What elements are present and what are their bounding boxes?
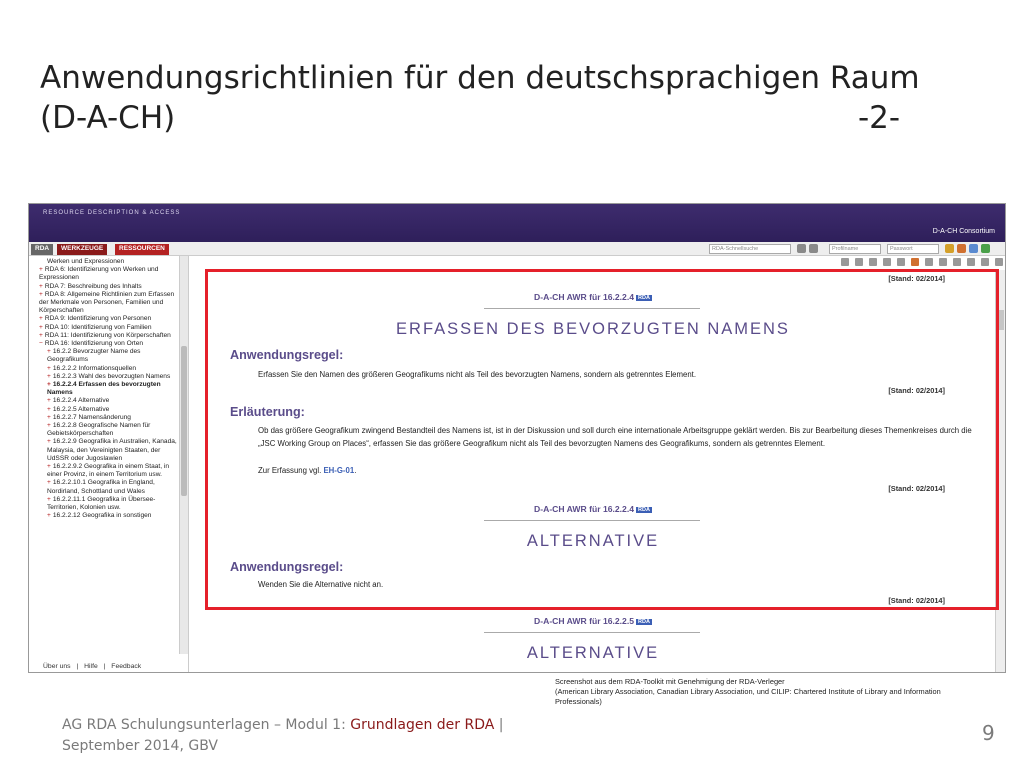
toc-item[interactable]: [33, 291, 179, 316]
toc-item-label[interactable]: 16.2.2.9 Geografika in Australien, Kanada, Malaysia, den Vereinigten Staaten, der UdSSR oder Jugoslawien: [47, 438, 177, 462]
regel-text: Wenden Sie die Alternative nicht an.: [258, 580, 384, 589]
expand-icon[interactable]: +: [47, 413, 51, 421]
save-icon[interactable]: [981, 258, 989, 266]
sidebar-scrollbar[interactable]: [179, 256, 188, 654]
toc-item[interactable]: [33, 463, 179, 479]
toolkit-nav: [29, 242, 1005, 256]
toc-item[interactable]: [33, 373, 179, 381]
consortium-label: D-A-CH Consortium: [932, 228, 995, 235]
zoom-icon[interactable]: [925, 258, 933, 266]
toc-item-label[interactable]: 16.2.2.8 Geografische Namen für Gebietskörperschaften: [47, 422, 151, 438]
expand-icon[interactable]: +: [39, 290, 43, 298]
section-heading: ALTERNATIVE: [526, 532, 660, 550]
erlaeuterung-text: Ob das größere Geografikum zwingend Bestandteil des Namens ist, ist in der Diskussion und soll durch eine internationale Arbeitsgruppe geklärt werden. Bis zur Bearbeitung dieses Themenkreises durch die „JSC Working Group on Places“, erfassen Sie das größere Geografikum nicht als Teil des bevorzugten Namens des Geografikums, sondern als getrenntes Element.: [258, 426, 972, 448]
pen-icon[interactable]: [911, 258, 919, 266]
link-icon[interactable]: [841, 258, 849, 266]
toc-item[interactable]: [33, 348, 179, 364]
toc-item-label[interactable]: Werken und Expressionen: [47, 258, 125, 265]
toc-item-label[interactable]: RDA 16: Identifizierung von Orten: [44, 340, 144, 348]
feedback-link[interactable]: Feedback: [111, 663, 142, 670]
page-icon[interactable]: [953, 258, 961, 266]
expand-icon[interactable]: +: [39, 315, 43, 323]
anwendungsregel-heading: Anwendungsregel:: [230, 560, 344, 574]
stand-date: [Stand: 02/2014]: [888, 596, 945, 605]
footer-separator: |: [494, 717, 504, 733]
collapse-icon[interactable]: −: [39, 340, 43, 348]
expand-icon[interactable]: +: [47, 397, 51, 405]
erlaeuterung-heading: Erläuterung:: [230, 405, 305, 419]
caption-line-1: Screenshot aus dem RDA-Toolkit mit Genehmigung der RDA-Verleger: [555, 677, 785, 686]
toc-item[interactable]: [33, 422, 179, 438]
toc-sidebar: [29, 256, 189, 673]
toolkit-header: [29, 204, 1005, 242]
page-number: 9: [982, 721, 995, 745]
toc-item[interactable]: [33, 365, 179, 373]
rda-badge[interactable]: RDA: [638, 506, 650, 513]
toc-item[interactable]: [33, 340, 179, 348]
anwendungsregel-heading: Anwendungsregel:: [230, 348, 344, 362]
awr-title[interactable]: [191, 616, 995, 626]
print-icon[interactable]: [995, 258, 1003, 266]
toc-item[interactable]: [33, 381, 179, 397]
erfassung-suffix: .: [354, 466, 357, 475]
toc-item-label[interactable]: 16.2.2.9.2 Geografika in einem Staat, in einer Provinz, in einem Territorium usw.: [47, 463, 170, 479]
expand-icon[interactable]: +: [39, 282, 43, 290]
pin-icon[interactable]: [939, 258, 947, 266]
login-icon[interactable]: [945, 244, 954, 253]
expand-icon[interactable]: +: [47, 422, 51, 430]
stand-date: [Stand: 02/2014]: [888, 484, 945, 493]
toc-item-label[interactable]: 16.2.2.4 Erfassen des bevorzugten Namens: [47, 381, 161, 397]
toc-item-label[interactable]: 16.2.2.10.1 Geografika in England, Nordirland, Schottland und Wales: [47, 479, 155, 495]
toc-item-label[interactable]: 16.2.2.4 Alternative: [52, 397, 110, 405]
toc-item[interactable]: [33, 332, 179, 340]
bookmark-icon[interactable]: [855, 258, 863, 266]
footer-date: September 2014, GBV: [62, 738, 218, 754]
toc-item[interactable]: [33, 438, 179, 463]
expand-icon[interactable]: +: [47, 495, 51, 503]
toc-item[interactable]: [33, 324, 179, 332]
highlight-box: [205, 269, 999, 610]
toc-item-label[interactable]: 16.2.2.2 Informationsquellen: [52, 364, 137, 372]
erfassung-prefix: Zur Erfassung vgl.: [258, 466, 324, 475]
toc-item-label[interactable]: 16.2.2.3 Wahl des bevorzugten Namens: [52, 372, 171, 380]
about-link[interactable]: Über uns: [43, 663, 71, 670]
expand-icon[interactable]: +: [39, 266, 43, 274]
toc-item-label[interactable]: 16.2.2 Bevorzugter Name des Geografikums: [47, 348, 141, 364]
profile-name-input[interactable]: Profilname: [829, 244, 881, 254]
awr-text[interactable]: D-A-CH AWR für 16.2.2.5: [534, 616, 635, 626]
tab-werkzeuge[interactable]: WERKZEUGE: [57, 244, 107, 255]
toc-item[interactable]: [33, 283, 179, 291]
toc-item-label[interactable]: 16.2.2.7 Namensänderung: [52, 413, 131, 421]
toc-item-label[interactable]: RDA 11: Identifizierung von Körperschaften: [44, 331, 171, 339]
toc-item-label[interactable]: 16.2.2.11.1 Geografika in Übersee-Territorien, Kolonien usw.: [47, 495, 156, 512]
expand-icon[interactable]: +: [47, 463, 51, 471]
user-icon[interactable]: [957, 244, 966, 253]
quick-search-input[interactable]: RDA-Schnellsuche: [709, 244, 791, 254]
section-heading: ALTERNATIVE: [526, 644, 660, 662]
copy-icon[interactable]: [967, 258, 975, 266]
trash-icon[interactable]: [797, 244, 806, 253]
awr-text[interactable]: D-A-CH AWR für 16.2.2.4: [534, 504, 635, 514]
stand-date: [Stand: 02/2014]: [888, 386, 945, 395]
tab-ressourcen[interactable]: RESSOURCEN: [115, 244, 169, 255]
eh-g-01-link[interactable]: EH-G-01: [323, 466, 355, 475]
expand-icon[interactable]: +: [47, 372, 51, 380]
toc-item-label[interactable]: RDA 7: Beschreibung des Inhalts: [44, 282, 142, 290]
caption-line-2: (American Library Association, Canadian Library Association, und CILIP: Chartered Institute of Library and Information Professionals): [555, 687, 941, 706]
help-link[interactable]: Hilfe: [84, 663, 98, 670]
title-line-1: Anwendungsrichtlinien für den deutschsprachigen Raum: [40, 60, 920, 96]
regel-text: Erfassen Sie den Namen des größeren Geografikums nicht als Teil des bevorzugten Namens, sondern als getrenntes Element.: [258, 370, 697, 379]
expand-icon[interactable]: +: [47, 438, 51, 446]
slide-footer: [62, 715, 512, 757]
rda-badge[interactable]: RDA: [638, 294, 650, 301]
title-dach: (D-A-CH): [40, 100, 176, 136]
toc-item[interactable]: [33, 414, 179, 422]
separator: |: [76, 663, 79, 670]
expand-icon[interactable]: +: [47, 381, 51, 389]
sidebar-scroll-thumb[interactable]: [181, 346, 187, 496]
forward-icon[interactable]: [883, 258, 891, 266]
stand-date: [Stand: 02/2014]: [888, 274, 945, 283]
divider: [484, 632, 700, 633]
rda-toolkit-logo: [43, 209, 180, 216]
screenshot-caption: [555, 677, 975, 707]
toc-item[interactable]: [33, 258, 179, 266]
awr-text[interactable]: D-A-CH AWR für 16.2.2.4: [534, 292, 635, 302]
toc-item[interactable]: [33, 315, 179, 323]
toc-item[interactable]: [33, 397, 179, 405]
toc-item[interactable]: [33, 266, 179, 282]
toc-item[interactable]: [33, 406, 179, 414]
password-input[interactable]: Passwort: [887, 244, 939, 254]
expand-icon[interactable]: +: [39, 331, 43, 339]
toc-item-label[interactable]: RDA 10: Identifizierung von Familien: [44, 323, 152, 331]
section-heading: ERFASSEN DES BEVORZUGTEN NAMENS: [396, 320, 790, 338]
tab-rda[interactable]: RDA: [31, 244, 53, 255]
logo-subtext: RESOURCE DESCRIPTION & ACCESS: [43, 210, 181, 216]
expand-icon[interactable]: +: [39, 323, 43, 331]
slide-title: [40, 58, 970, 138]
help-icon[interactable]: [981, 244, 990, 253]
toc-list: [33, 258, 179, 521]
toc-item-label[interactable]: RDA 9: Identifizierung von Personen: [44, 315, 152, 323]
toc-item-label[interactable]: 16.2.2.12 Geografika in sonstigen: [52, 512, 152, 520]
footer-prefix: AG RDA Schulungsunterlagen – Modul 1:: [62, 717, 351, 733]
expand-icon[interactable]: +: [47, 512, 51, 520]
rda-toolkit-screenshot: [28, 203, 1006, 673]
footer-accent: Grundlagen der RDA: [350, 717, 495, 733]
rda-badge[interactable]: RDA: [638, 618, 650, 625]
toc-item[interactable]: [33, 479, 179, 495]
toc-item[interactable]: [33, 512, 179, 520]
expand-icon[interactable]: +: [47, 364, 51, 372]
expand-icon[interactable]: [897, 258, 905, 266]
toc-item-label[interactable]: 16.2.2.5 Alternative: [52, 405, 110, 413]
search-icon[interactable]: [809, 244, 818, 253]
expand-icon[interactable]: +: [47, 479, 51, 487]
footer-links: [43, 663, 145, 670]
toc-item-label[interactable]: RDA 6: Identifizierung von Werken und Expressionen: [39, 266, 159, 282]
separator: |: [103, 663, 106, 670]
title-number: -2-: [858, 100, 901, 136]
expand-icon[interactable]: +: [47, 348, 51, 356]
settings-icon[interactable]: [969, 244, 978, 253]
content-toolbar: [189, 257, 1005, 269]
back-icon[interactable]: [869, 258, 877, 266]
toc-item[interactable]: [33, 496, 179, 512]
toc-item-label[interactable]: RDA 8: Allgemeine Richtlinien zum Erfassen der Merkmale von Personen, Familien und Körperschaften: [39, 290, 175, 315]
expand-icon[interactable]: +: [47, 405, 51, 413]
title-line-2: [40, 98, 970, 138]
